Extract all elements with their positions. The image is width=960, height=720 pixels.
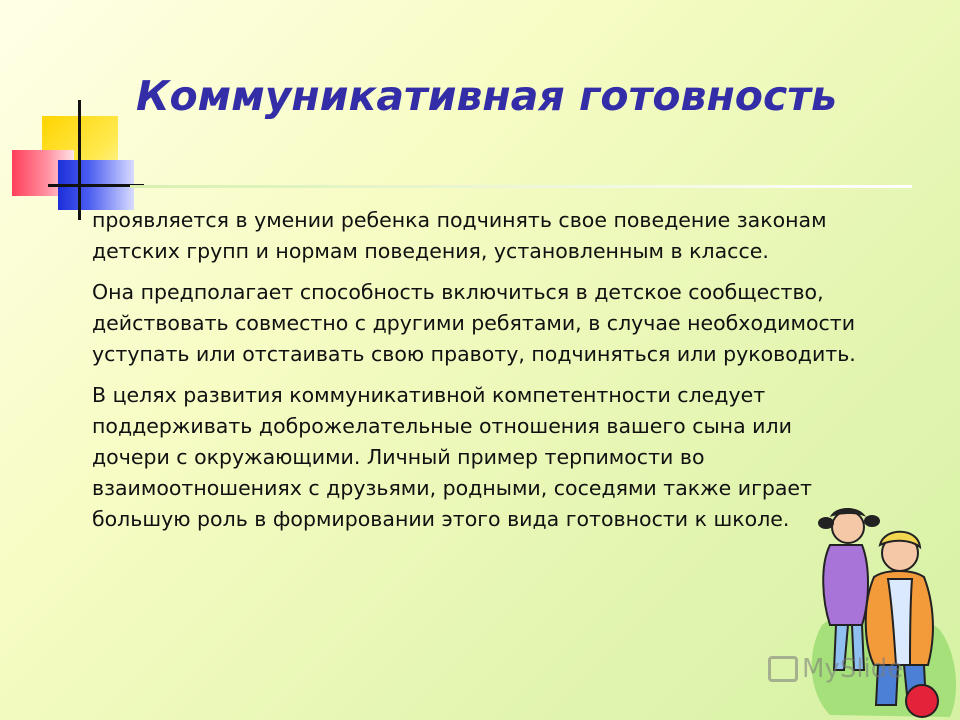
children-clipart-icon — [800, 505, 960, 720]
decor-vertical-line — [78, 100, 81, 220]
paragraph-2: Она предполагает способность включиться в детское сообщество, действовать совместно с другими ребятами, в случае необходимости уступать или отстаивать свою правоту, подчиняться или руководить. — [92, 280, 856, 366]
paragraph-1: проявляется в умении ребенка подчинять свое поведение законам детских групп и нормам поведения, установленным в классе. — [92, 208, 827, 263]
watermark-text: MySlide — [802, 654, 904, 684]
title-underline — [130, 185, 912, 188]
watermark — [768, 654, 903, 684]
slide-body — [92, 205, 862, 545]
paragraph-3: В целях развития коммуникативной компетентности следует поддерживать доброжелательные отношения вашего сына или дочери с окружающими. Личный пример терпимости во взаимоотношениях с друзьями, родными, соседями также играет большую роль в формировании этого вида готовности к школе. — [92, 383, 812, 531]
slide-title: Коммуникативная готовность — [136, 72, 837, 120]
presentation-icon — [768, 656, 798, 682]
